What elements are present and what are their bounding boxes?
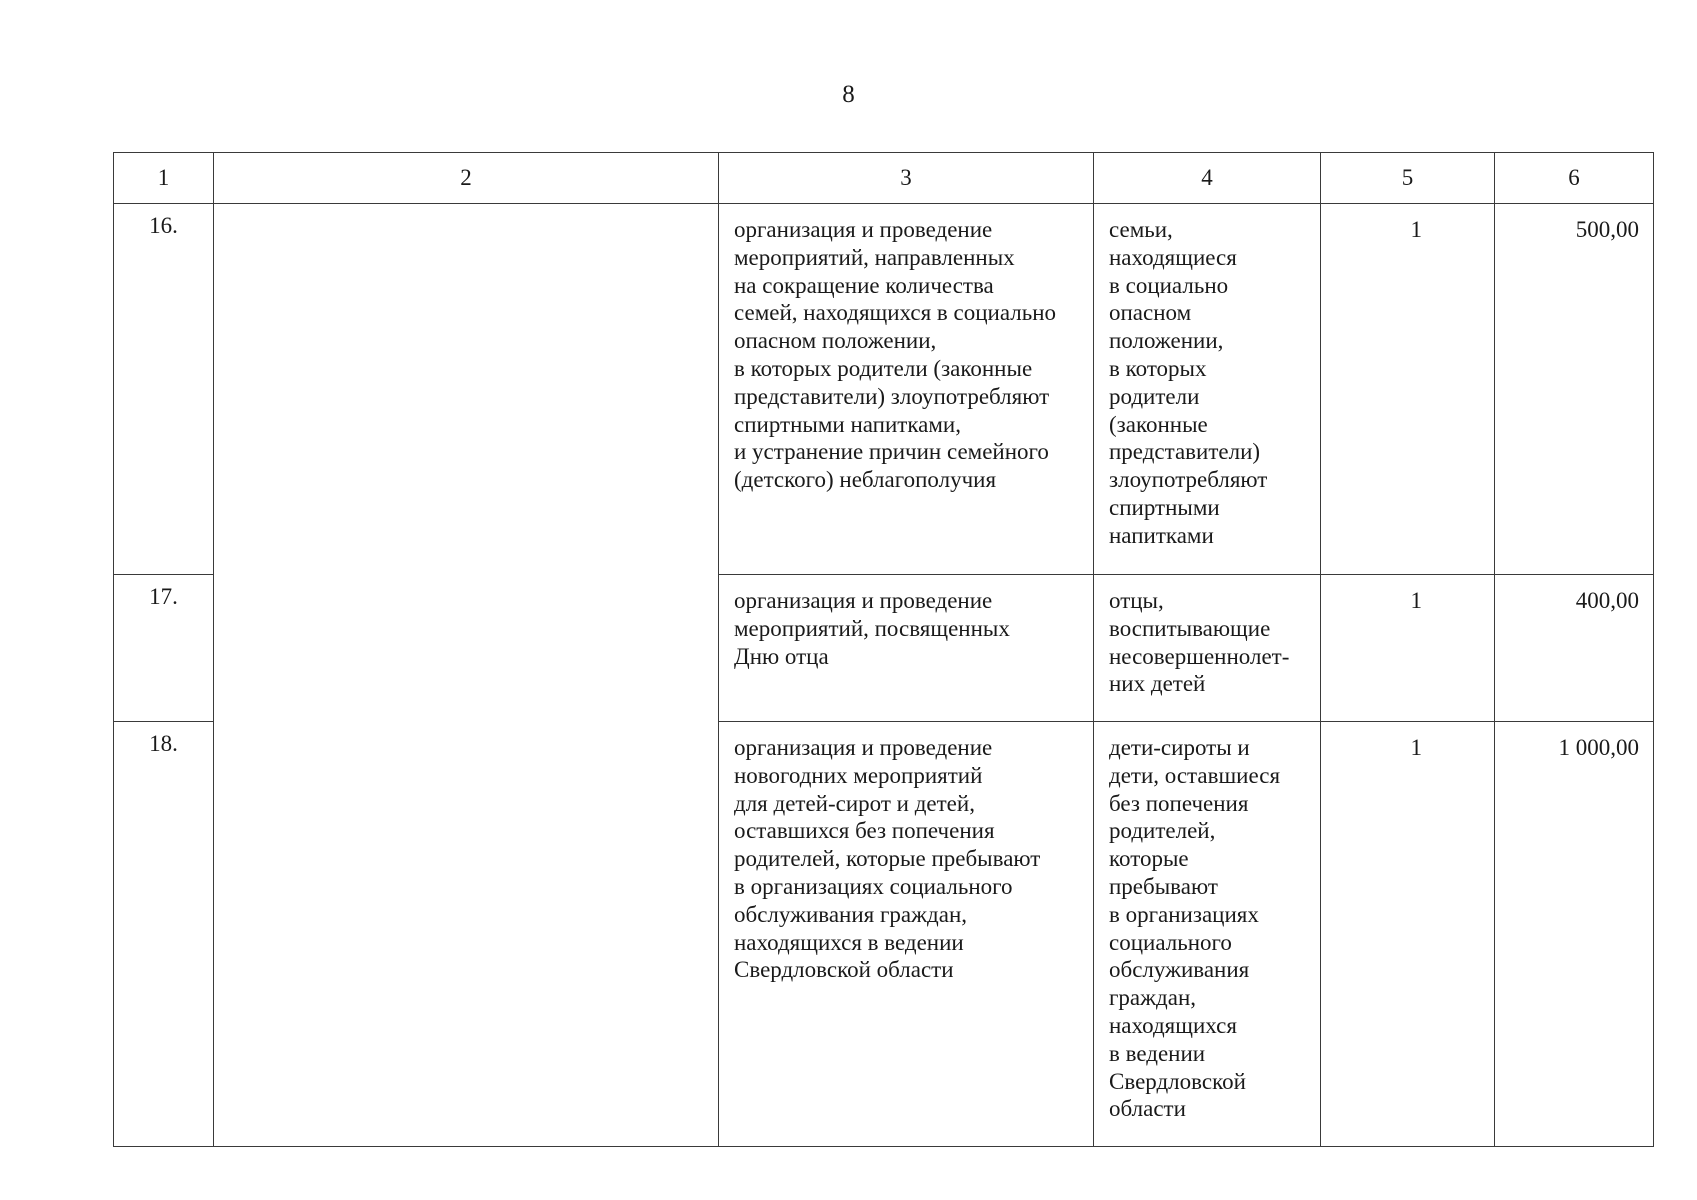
table-row bbox=[114, 204, 1654, 575]
row-number: 17. bbox=[114, 575, 214, 722]
header-col-3: 3 bbox=[719, 153, 1094, 204]
recipients-cell: отцы, воспитывающие несовершеннолет- них детей bbox=[1094, 575, 1321, 722]
row-number: 18. bbox=[114, 722, 214, 1147]
merged-empty-cell bbox=[214, 204, 719, 1147]
table-header-row bbox=[114, 153, 1654, 204]
header-col-5: 5 bbox=[1321, 153, 1495, 204]
row-number: 16. bbox=[114, 204, 214, 575]
activity-cell: организация и проведение мероприятий, посвященных Дню отца bbox=[719, 575, 1094, 722]
header-col-6: 6 bbox=[1495, 153, 1654, 204]
header-col-4: 4 bbox=[1094, 153, 1321, 204]
header-col-1: 1 bbox=[114, 153, 214, 204]
activities-table bbox=[113, 152, 1654, 1147]
amount-cell: 500,00 bbox=[1495, 204, 1654, 575]
activity-cell: организация и проведение новогодних мероприятий для детей-сирот и детей, оставшихся без попечения родителей, которые пребывают в организациях социального обслуживания граждан, находящихся в ведении Свердловской области bbox=[719, 722, 1094, 1147]
header-col-2: 2 bbox=[214, 153, 719, 204]
activity-cell: организация и проведение мероприятий, направленных на сокращение количества семей, находящихся в социально опасном положении, в которых родители (законные представители) злоупотребляют спиртными напитками, и устранение причин семейного (детского) неблагополучия bbox=[719, 204, 1094, 575]
amount-cell: 400,00 bbox=[1495, 575, 1654, 722]
quantity-cell: 1 bbox=[1321, 575, 1495, 722]
quantity-cell: 1 bbox=[1321, 722, 1495, 1147]
amount-cell: 1 000,00 bbox=[1495, 722, 1654, 1147]
page-number: 8 bbox=[842, 81, 855, 108]
recipients-cell: семьи, находящиеся в социально опасном положении, в которых родители (законные представители) злоупотребляют спиртными напитками bbox=[1094, 204, 1321, 575]
quantity-cell: 1 bbox=[1321, 204, 1495, 575]
recipients-cell: дети-сироты и дети, оставшиеся без попечения родителей, которые пребывают в организациях социального обслуживания граждан, находящихся в ведении Свердловской области bbox=[1094, 722, 1321, 1147]
